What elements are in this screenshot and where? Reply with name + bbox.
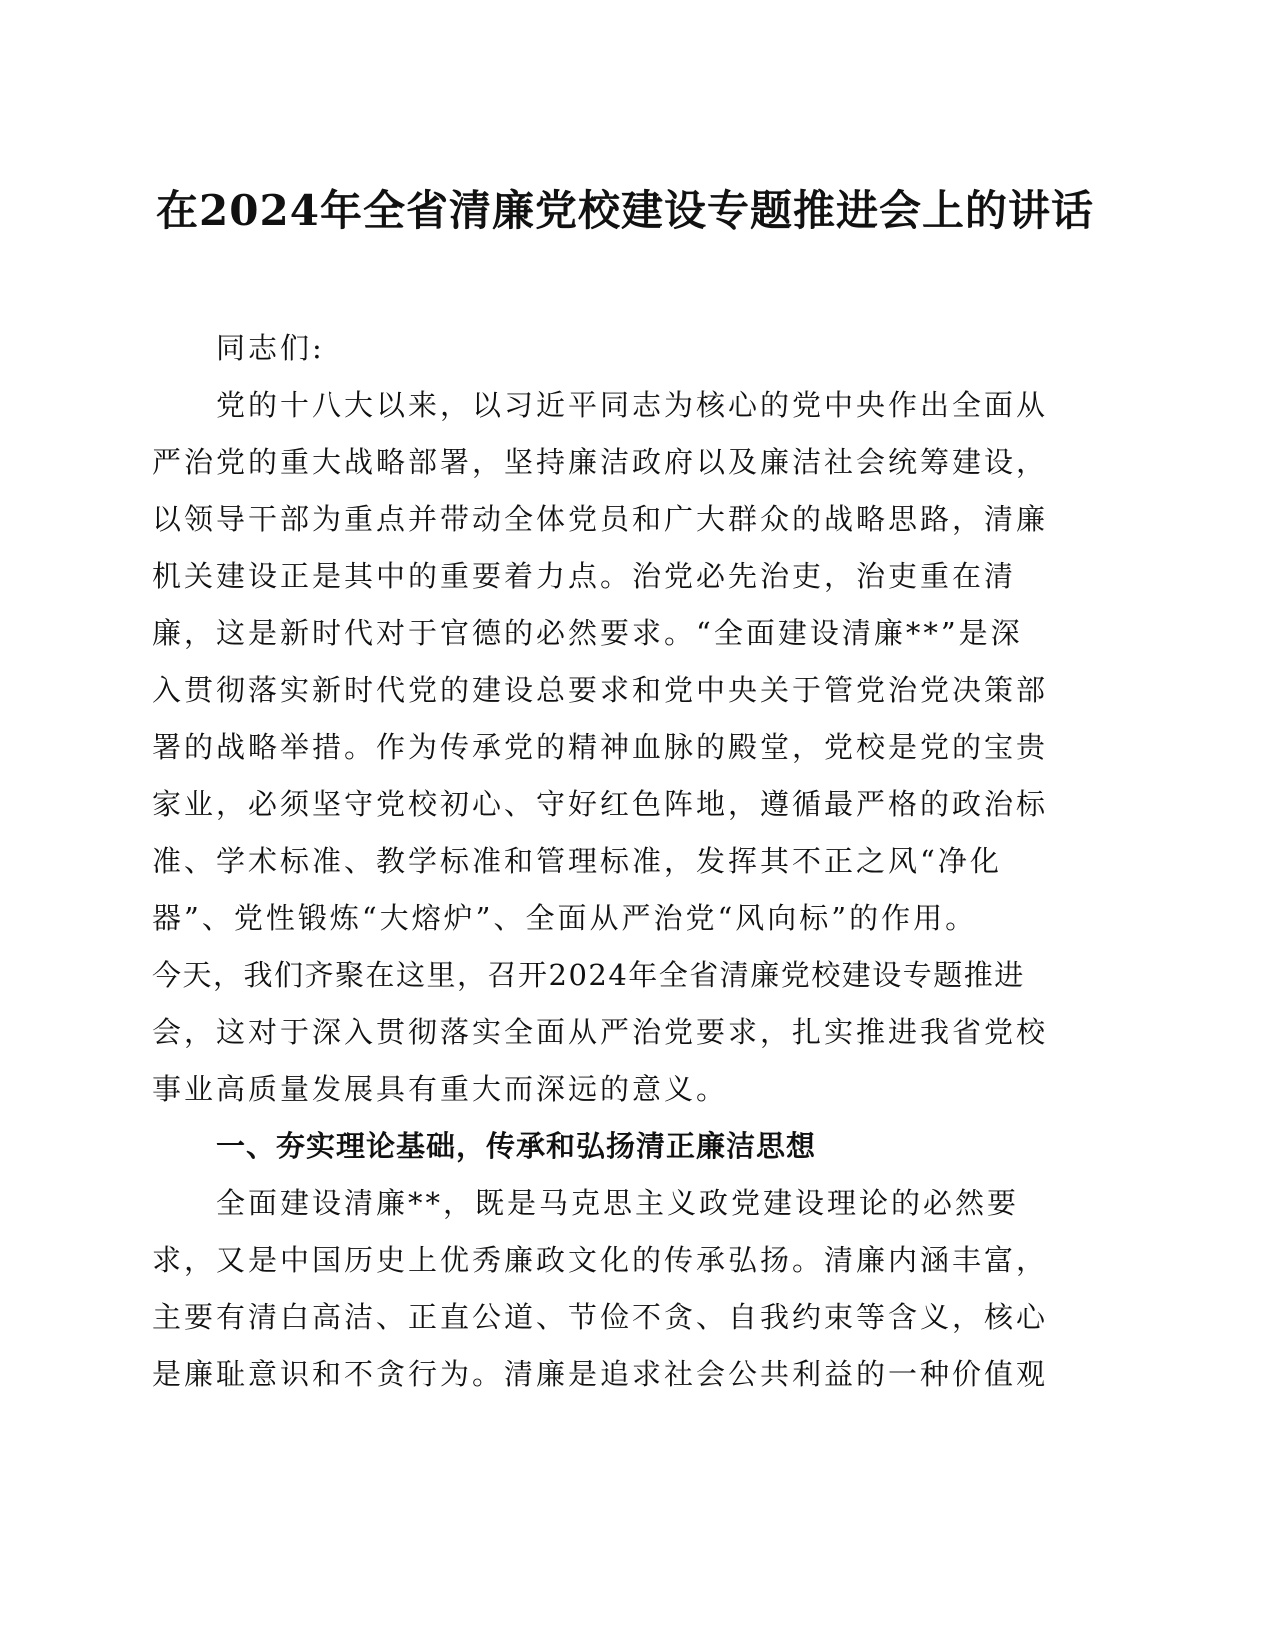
paragraph-line: 事业高质量发展具有重大而深远的意义。 (152, 1072, 729, 1106)
paragraph-line: 入贯彻落实新时代党的建设总要求和党中央关于管党治党决策部 (152, 673, 1049, 707)
paragraph-line: 署的战略举措。作为传承党的精神血脉的殿堂，党校是党的宝贵 (152, 730, 1049, 764)
paragraph-line: 家业，必须坚守党校初心、守好红色阵地，遵循最严格的政治标 (152, 787, 1049, 821)
paragraph-1 (152, 377, 1112, 1118)
greeting: 同志们: (216, 331, 325, 365)
section-heading: 一、夯实理论基础，传承和弘扬清正廉洁思想 (216, 1129, 817, 1163)
paragraph-line: 主要有清白高洁、正直公道、节俭不贪、自我约束等含义，核心 (152, 1300, 1049, 1334)
paragraph-line: 党的十八大以来，以习近平同志为核心的党中央作出全面从 (216, 388, 1049, 422)
paragraph-line: 器”、党性锻炼“大熔炉”、全面从严治党“风向标”的作用。 (152, 901, 978, 935)
paragraph-line: 今天，我们齐聚在这里，召开2024年全省清廉党校建设专题推进 (152, 958, 1025, 992)
paragraph-line: 准、学术标准、教学标准和管理标准，发挥其不正之风“净化 (152, 844, 1002, 878)
paragraph-2 (152, 1175, 1112, 1403)
paragraph-line: 求，又是中国历史上优秀廉政文化的传承弘扬。清廉内涵丰富， (152, 1243, 1049, 1277)
paragraph-line: 是廉耻意识和不贪行为。清廉是追求社会公共利益的一种价值观 (152, 1357, 1049, 1391)
document-title: 在2024年全省清廉党校建设专题推进会上的讲话 (156, 186, 1094, 235)
paragraph-line: 以领导干部为重点并带动全体党员和广大群众的战略思路，清廉 (152, 502, 1049, 536)
paragraph-line: 严治党的重大战略部署，坚持廉洁政府以及廉洁社会统筹建设， (152, 445, 1049, 479)
document-body (152, 320, 1112, 1403)
paragraph-line: 机关建设正是其中的重要着力点。治党必先治吏，治吏重在清 (152, 559, 1017, 593)
paragraph-line: 会，这对于深入贯彻落实全面从严治党要求，扎实推进我省党校 (152, 1015, 1049, 1049)
paragraph-line: 廉，这是新时代对于官德的必然要求。“全面建设清廉**”是深 (152, 616, 1023, 650)
paragraph-line: 全面建设清廉**，既是马克思主义政党建设理论的必然要 (216, 1186, 1020, 1220)
